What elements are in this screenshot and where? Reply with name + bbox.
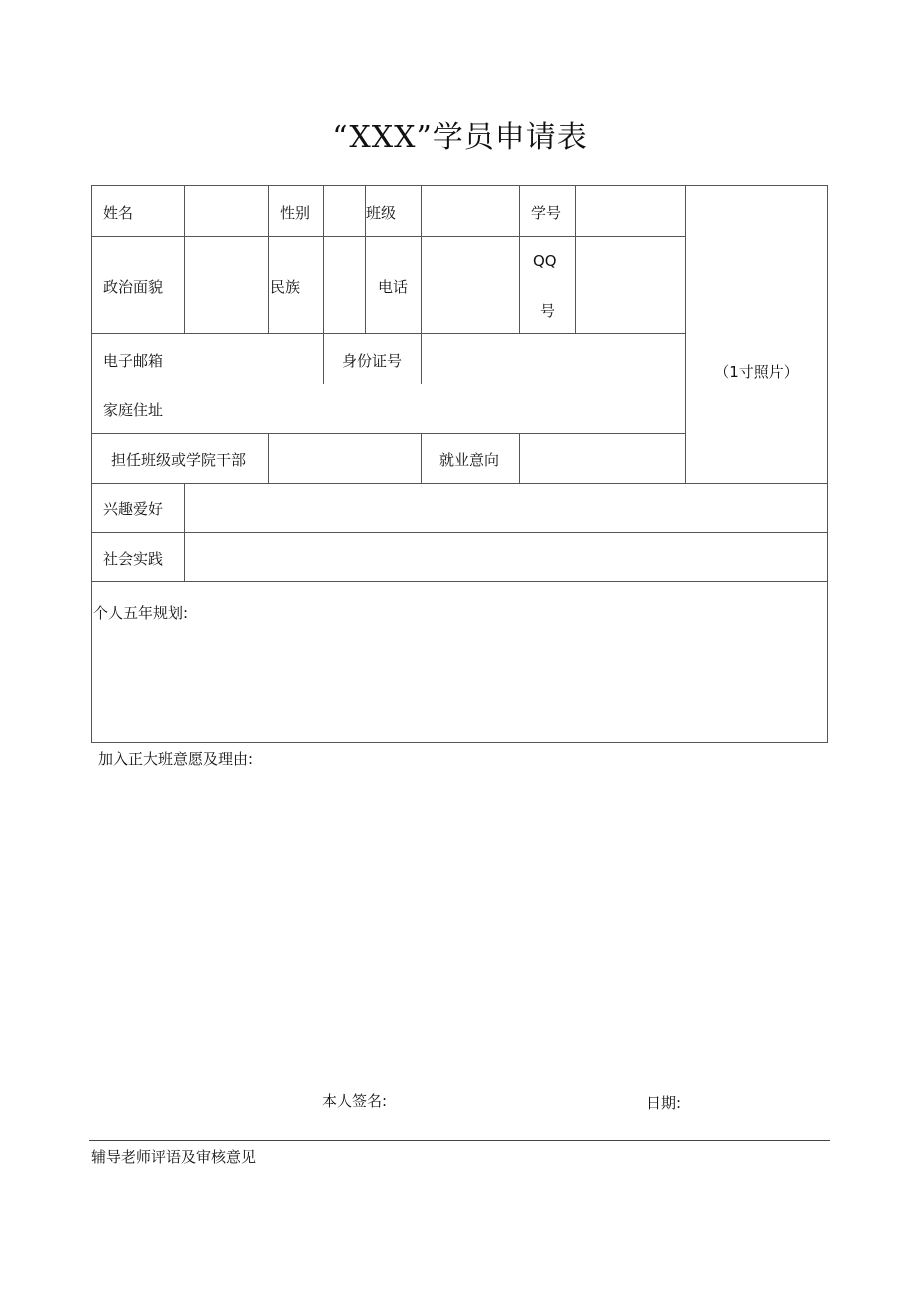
home-address-label: 家庭住址: [103, 401, 164, 419]
class-label: 班级: [366, 204, 397, 222]
column-divider: [268, 186, 269, 334]
application-form-table: [91, 185, 828, 743]
gender-label: 性别: [280, 204, 311, 222]
name-label: 姓名: [103, 204, 134, 222]
row-divider: [92, 483, 827, 484]
column-divider: [184, 186, 185, 334]
row-divider: [92, 333, 685, 334]
column-divider: [323, 186, 324, 384]
column-divider: [421, 186, 422, 384]
row-divider: [92, 236, 685, 237]
date-label: 日期:: [646, 1094, 682, 1112]
career-intent-label: 就业意向: [439, 451, 500, 469]
row-divider: [92, 532, 827, 533]
five-year-plan-label: 个人五年规划:: [93, 604, 189, 622]
email-label: 电子邮箱: [103, 352, 164, 370]
political-status-label: 政治面貌: [103, 278, 164, 296]
signature-label: 本人签名:: [322, 1092, 388, 1110]
qq-label-suffix: 号: [540, 302, 556, 320]
section-divider: [89, 1140, 830, 1141]
column-divider: [184, 483, 185, 582]
column-divider: [421, 433, 422, 483]
advisor-comments-label: 辅导老师评语及审核意见: [91, 1148, 257, 1166]
ethnicity-label: 民族: [270, 278, 301, 296]
social-practice-label: 社会实践: [103, 550, 164, 568]
column-divider: [519, 433, 520, 483]
page-title: “XXX”学员申请表: [332, 120, 588, 155]
phone-label: 电话: [378, 278, 409, 296]
photo-placeholder: （1寸照片）: [714, 363, 799, 381]
student-id-label: 学号: [531, 204, 562, 222]
column-divider: [519, 186, 520, 334]
column-divider: [268, 433, 269, 483]
cadre-position-label: 担任班级或学院干部: [111, 451, 247, 469]
hobbies-label: 兴趣爱好: [103, 500, 164, 518]
join-reason-label: 加入正大班意愿及理由:: [98, 750, 254, 768]
column-divider: [575, 186, 576, 334]
id-number-label: 身份证号: [342, 352, 403, 370]
qq-label: QQ: [533, 252, 557, 270]
row-divider: [92, 433, 685, 434]
photo-column-divider: [685, 186, 686, 483]
row-divider: [92, 581, 827, 582]
